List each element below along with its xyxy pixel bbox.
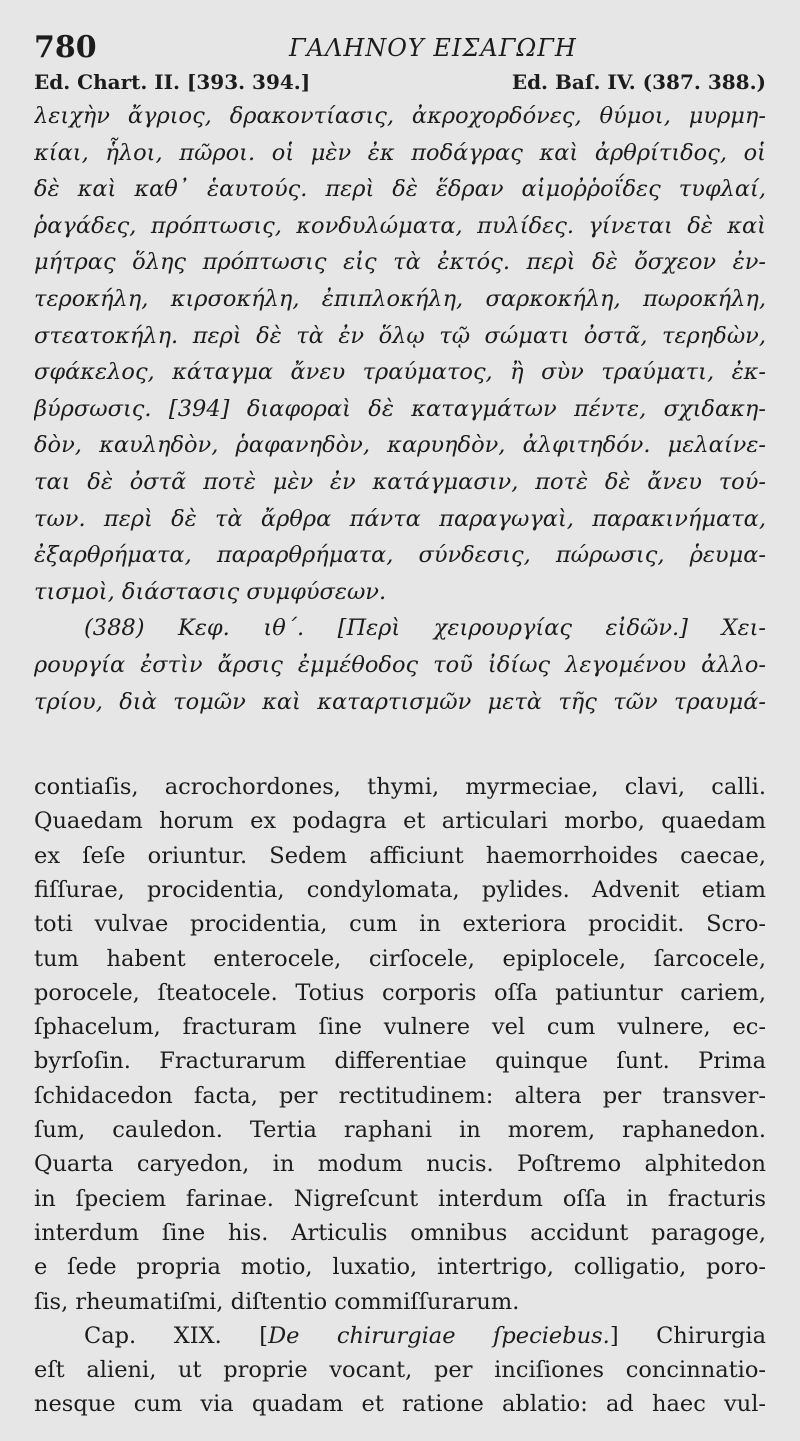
- edition-reference-line: [34, 66, 766, 98]
- page-header: [34, 22, 766, 66]
- greek-line: δὸν, καυληδὸν, ῥαφανηδὸν, καρυηδὸν, ἀλφιτηδόν. μελαίνε-: [34, 432, 766, 459]
- latin-line: Quaedam horum ex podagra et articulari morbo, quaedam: [34, 808, 766, 835]
- latin-line: nesque cum via quadam et ratione ablatio: ad haec vul-: [34, 1391, 766, 1418]
- greek-line: ρουργία ἐστὶν ἄρσις ἐμμέθοδος τοῦ ἰδίως λεγομένου ἀλλο-: [34, 651, 766, 678]
- column-gap: [34, 720, 766, 770]
- greek-line: τρίου, διὰ τομῶν καὶ καταρτισμῶν μετὰ τῆς τῶν τραυμά-: [34, 688, 766, 715]
- latin-line: eſt alieni, ut proprie vocant, per inciſiones concinnatio-: [34, 1357, 766, 1384]
- latin-line: ſchidacedon facta, per rectitudinem: altera per transver-: [34, 1082, 766, 1109]
- greek-line: βύρσωσις. [394] διαφοραὶ δὲ καταγμάτων πέντε, σχιδακη-: [34, 395, 766, 422]
- edition-basel-reference: Ed. Baſ. IV. (387. 388.): [511, 70, 766, 94]
- running-title: ΓΑΛΗΝΟΥ ΕΙΣΑΓΩΓΗ: [289, 34, 577, 62]
- greek-line: κίαι, ἧλοι, πῶροι. οἱ μὲν ἐκ ποδάγρας καὶ ἀρθρίτιδος, οἱ: [34, 139, 766, 166]
- greek-line: τισμοὶ, διάστασις συμφύσεων.: [34, 578, 387, 605]
- chapter-heading-suffix: ] Chirurgia: [609, 1322, 766, 1349]
- latin-line: toti vulvae procidentia, cum in exteriora procidit. Scro-: [34, 911, 766, 938]
- greek-line: δὲ καὶ καθ᾽ ἑαυτούς. περὶ δὲ ἕδραν αἱμοῤῥοΐδες τυφλαί,: [34, 176, 766, 203]
- latin-line: contiaſis, acrochordones, thymi, myrmeciae, clavi, calli.: [34, 774, 766, 801]
- chapter-heading-prefix: Cap. XIX. [: [84, 1322, 269, 1349]
- latin-line: Quarta caryedon, in modum nucis. Poſtremo alphitedon: [34, 1151, 766, 1178]
- greek-line: μήτρας ὅλης πρόπτωσις εἰς τὰ ἐκτός. περὶ δὲ ὄσχεον ἐν-: [34, 249, 766, 276]
- chapter-heading-title: De chirurgiae ſpeciebus.: [268, 1322, 610, 1349]
- greek-text: [34, 98, 766, 720]
- latin-line: interdum ſine his. Articulis omnibus accidunt paragoge,: [34, 1219, 766, 1246]
- edition-chartier-reference: Ed. Chart. II. [393. 394.]: [34, 70, 311, 94]
- latin-line: ex ſeſe oriuntur. Sedem afficiunt haemorrhoides caecae,: [34, 842, 766, 869]
- latin-line: fiſſurae, procidentia, condylomata, pylides. Advenit etiam: [34, 876, 766, 903]
- latin-line: ſum, cauledon. Tertia raphani in morem, raphanedon.: [34, 1117, 766, 1144]
- greek-line: στεατοκήλη. περὶ δὲ τὰ ἐν ὅλῳ τῷ σώματι ὀστᾶ, τερηδὼν,: [34, 322, 766, 349]
- greek-line: σφάκελος, κάταγμα ἄνευ τραύματος, ἢ σὺν τραύματι, ἐκ-: [34, 359, 766, 386]
- latin-line: tum habent enterocele, cirſocele, epiplocele, ſarcocele,: [34, 945, 766, 972]
- greek-line: ἐξαρθρήματα, παραρθρήματα, σύνδεσις, πώρωσις, ῥευμα-: [34, 542, 766, 569]
- latin-line: in ſpeciem farinae. Nigreſcunt interdum oſſa in fracturis: [34, 1185, 766, 1212]
- greek-line: ται δὲ ὀστᾶ ποτὲ μὲν ἐν κατάγμασιν, ποτὲ δὲ ἄνευ τού-: [34, 468, 766, 495]
- latin-line: ſis, rheumatiſmi, diſtentio commiſſurarum.: [34, 1288, 520, 1315]
- greek-line: των. περὶ δὲ τὰ ἄρθρα πάντα παραγωγαὶ, παρακινήματα,: [34, 505, 766, 532]
- greek-line: λειχὴν ἄγριος, δρακοντίασις, ἀκροχορδόνες, θύμοι, μυρμη-: [34, 103, 766, 129]
- latin-chapter-heading-line: [34, 1319, 766, 1353]
- latin-line: byrſoſin. Fracturarum differentiae quinque ſunt. Prima: [34, 1048, 766, 1075]
- page-number: 780: [34, 30, 97, 65]
- greek-chapter-heading-line: (388) Κεφ. ιθ΄. [Περὶ χειρουργίας εἰδῶν.] Χει-: [84, 615, 766, 642]
- latin-line: ſphacelum, fracturam ſine vulnere vel cum vulnere, ec-: [34, 1014, 766, 1041]
- greek-line: τεροκήλη, κιρσοκήλη, ἐπιπλοκήλη, σαρκοκήλη, πωροκήλη,: [34, 285, 766, 312]
- latin-line: e ſede propria motio, luxatio, intertrigo, colligatio, poro-: [34, 1254, 766, 1281]
- latin-line: porocele, ſteatocele. Totius corporis oſſa patiuntur cariem,: [34, 979, 766, 1006]
- greek-line: ῥαγάδες, πρόπτωσις, κονδυλώματα, πυλίδες. γίνεται δὲ καὶ: [34, 212, 766, 239]
- latin-translation: [34, 770, 766, 1422]
